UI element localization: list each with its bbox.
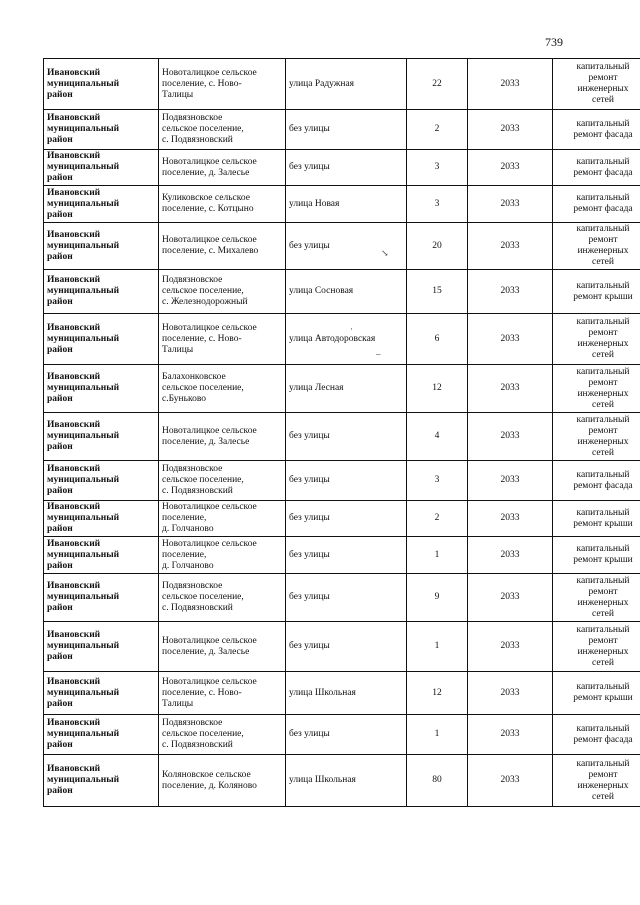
year-cell: 2033 <box>468 574 553 622</box>
street-cell: без улицы <box>286 715 407 755</box>
table-row <box>44 755 640 807</box>
district-cell: Ивановский муниципальный район <box>44 365 159 413</box>
street-cell: без улицы <box>286 501 407 537</box>
scan-speck: · <box>350 324 353 334</box>
settlement-cell: Новоталицкое сельское поселение, с. Ново- Талицы <box>159 672 286 715</box>
district-cell: Ивановский муниципальный район <box>44 622 159 672</box>
district-cell: Ивановский муниципальный район <box>44 537 159 574</box>
table-row <box>44 150 640 186</box>
work-type-cell: капитальный ремонт инженерных сетей <box>553 755 640 807</box>
work-type-cell: капитальный ремонт фасада <box>553 461 640 501</box>
district-cell: Ивановский муниципальный район <box>44 314 159 365</box>
count-cell: 15 <box>407 270 468 314</box>
work-type-cell: капитальный ремонт инженерных сетей <box>553 622 640 672</box>
street-cell: улица Сосновая <box>286 270 407 314</box>
street-cell: без улицы <box>286 413 407 461</box>
settlement-cell: Подвязновское сельское поселение, с. Подвязновский <box>159 715 286 755</box>
district-cell: Ивановский муниципальный район <box>44 270 159 314</box>
district-cell: Ивановский муниципальный район <box>44 501 159 537</box>
settlement-cell: Новоталицкое сельское поселение, д. Залесье <box>159 150 286 186</box>
year-cell: 2033 <box>468 186 553 223</box>
year-cell: 2033 <box>468 715 553 755</box>
year-cell: 2033 <box>468 501 553 537</box>
settlement-cell: Коляновское сельское поселение, д. Коляново <box>159 755 286 807</box>
year-cell: 2033 <box>468 314 553 365</box>
district-cell: Ивановский муниципальный район <box>44 223 159 270</box>
year-cell: 2033 <box>468 365 553 413</box>
year-cell: 2033 <box>468 110 553 150</box>
work-type-cell: капитальный ремонт инженерных сетей <box>553 314 640 365</box>
work-type-cell: капитальный ремонт инженерных сетей <box>553 223 640 270</box>
work-type-cell: капитальный ремонт фасада <box>553 715 640 755</box>
street-cell: без улицы <box>286 574 407 622</box>
work-type-cell: капитальный ремонт инженерных сетей <box>553 365 640 413</box>
settlement-cell: Куликовское сельское поселение, с. Котцыно <box>159 186 286 223</box>
year-cell: 2033 <box>468 59 553 110</box>
street-cell: без улицы <box>286 537 407 574</box>
work-type-cell: капитальный ремонт фасада <box>553 110 640 150</box>
settlement-cell: Новоталицкое сельское поселение, д. Голчаново <box>159 501 286 537</box>
registry-table <box>43 58 640 807</box>
count-cell: 2 <box>407 501 468 537</box>
table-row <box>44 574 640 622</box>
table-row <box>44 223 640 270</box>
table-row <box>44 501 640 537</box>
settlement-cell: Новоталицкое сельское поселение, с. Ново- Талицы <box>159 314 286 365</box>
settlement-cell: Подвязновское сельское поселение, с. Подвязновский <box>159 461 286 501</box>
count-cell: 1 <box>407 622 468 672</box>
table-row <box>44 672 640 715</box>
settlement-cell: Новоталицкое сельское поселение, д. Голчаново <box>159 537 286 574</box>
settlement-cell: Новоталицкое сельское поселение, с. Ново- Талицы <box>159 59 286 110</box>
street-cell: без улицы <box>286 461 407 501</box>
street-cell: улица Школьная <box>286 755 407 807</box>
work-type-cell: капитальный ремонт фасада <box>553 186 640 223</box>
count-cell: 1 <box>407 715 468 755</box>
year-cell: 2033 <box>468 672 553 715</box>
count-cell: 20 <box>407 223 468 270</box>
scan-speck: – <box>376 349 381 359</box>
table-row <box>44 365 640 413</box>
table-row <box>44 314 640 365</box>
district-cell: Ивановский муниципальный район <box>44 110 159 150</box>
count-cell: 4 <box>407 413 468 461</box>
table-row <box>44 186 640 223</box>
year-cell: 2033 <box>468 537 553 574</box>
district-cell: Ивановский муниципальный район <box>44 413 159 461</box>
count-cell: 80 <box>407 755 468 807</box>
count-cell: 22 <box>407 59 468 110</box>
street-cell: улица Лесная <box>286 365 407 413</box>
district-cell: Ивановский муниципальный район <box>44 186 159 223</box>
street-cell: улица Новая <box>286 186 407 223</box>
settlement-cell: Новоталицкое сельское поселение, с. Михалево <box>159 223 286 270</box>
year-cell: 2033 <box>468 755 553 807</box>
table-row <box>44 537 640 574</box>
street-cell: без улицы <box>286 622 407 672</box>
work-type-cell: капитальный ремонт крыши <box>553 270 640 314</box>
table-row <box>44 110 640 150</box>
street-cell: улица Автодоровская <box>286 314 407 365</box>
table-row <box>44 413 640 461</box>
year-cell: 2033 <box>468 622 553 672</box>
count-cell: 3 <box>407 150 468 186</box>
scan-speck: ↘ <box>381 248 389 258</box>
year-cell: 2033 <box>468 461 553 501</box>
year-cell: 2033 <box>468 270 553 314</box>
settlement-cell: Новоталицкое сельское поселение, д. Залесье <box>159 413 286 461</box>
table-row <box>44 461 640 501</box>
work-type-cell: капитальный ремонт крыши <box>553 537 640 574</box>
work-type-cell: капитальный ремонт инженерных сетей <box>553 574 640 622</box>
district-cell: Ивановский муниципальный район <box>44 755 159 807</box>
count-cell: 9 <box>407 574 468 622</box>
work-type-cell: капитальный ремонт фасада <box>553 150 640 186</box>
settlement-cell: Подвязновское сельское поселение, с. Железнодорожный <box>159 270 286 314</box>
work-type-cell: капитальный ремонт инженерных сетей <box>553 413 640 461</box>
count-cell: 12 <box>407 672 468 715</box>
count-cell: 2 <box>407 110 468 150</box>
table-row <box>44 622 640 672</box>
work-type-cell: капитальный ремонт крыши <box>553 672 640 715</box>
count-cell: 6 <box>407 314 468 365</box>
count-cell: 3 <box>407 461 468 501</box>
district-cell: Ивановский муниципальный район <box>44 574 159 622</box>
street-cell: улица Школьная <box>286 672 407 715</box>
settlement-cell: Подвязновское сельское поселение, с. Подвязновский <box>159 110 286 150</box>
count-cell: 12 <box>407 365 468 413</box>
street-cell: без улицы <box>286 150 407 186</box>
table-row <box>44 270 640 314</box>
settlement-cell: Подвязновское сельское поселение, с. Подвязновский <box>159 574 286 622</box>
count-cell: 3 <box>407 186 468 223</box>
table-row <box>44 59 640 110</box>
district-cell: Ивановский муниципальный район <box>44 461 159 501</box>
year-cell: 2033 <box>468 223 553 270</box>
district-cell: Ивановский муниципальный район <box>44 715 159 755</box>
count-cell: 1 <box>407 537 468 574</box>
registry-table-body <box>44 59 640 807</box>
table-row <box>44 715 640 755</box>
street-cell: без улицы <box>286 110 407 150</box>
district-cell: Ивановский муниципальный район <box>44 59 159 110</box>
settlement-cell: Балахонковское сельское поселение, с.Буньково <box>159 365 286 413</box>
district-cell: Ивановский муниципальный район <box>44 672 159 715</box>
settlement-cell: Новоталицкое сельское поселение, д. Залесье <box>159 622 286 672</box>
page-number: 739 <box>545 35 563 49</box>
street-cell: улица Радужная <box>286 59 407 110</box>
year-cell: 2033 <box>468 413 553 461</box>
district-cell: Ивановский муниципальный район <box>44 150 159 186</box>
work-type-cell: капитальный ремонт инженерных сетей <box>553 59 640 110</box>
year-cell: 2033 <box>468 150 553 186</box>
work-type-cell: капитальный ремонт крыши <box>553 501 640 537</box>
street-cell: без улицы <box>286 223 407 270</box>
